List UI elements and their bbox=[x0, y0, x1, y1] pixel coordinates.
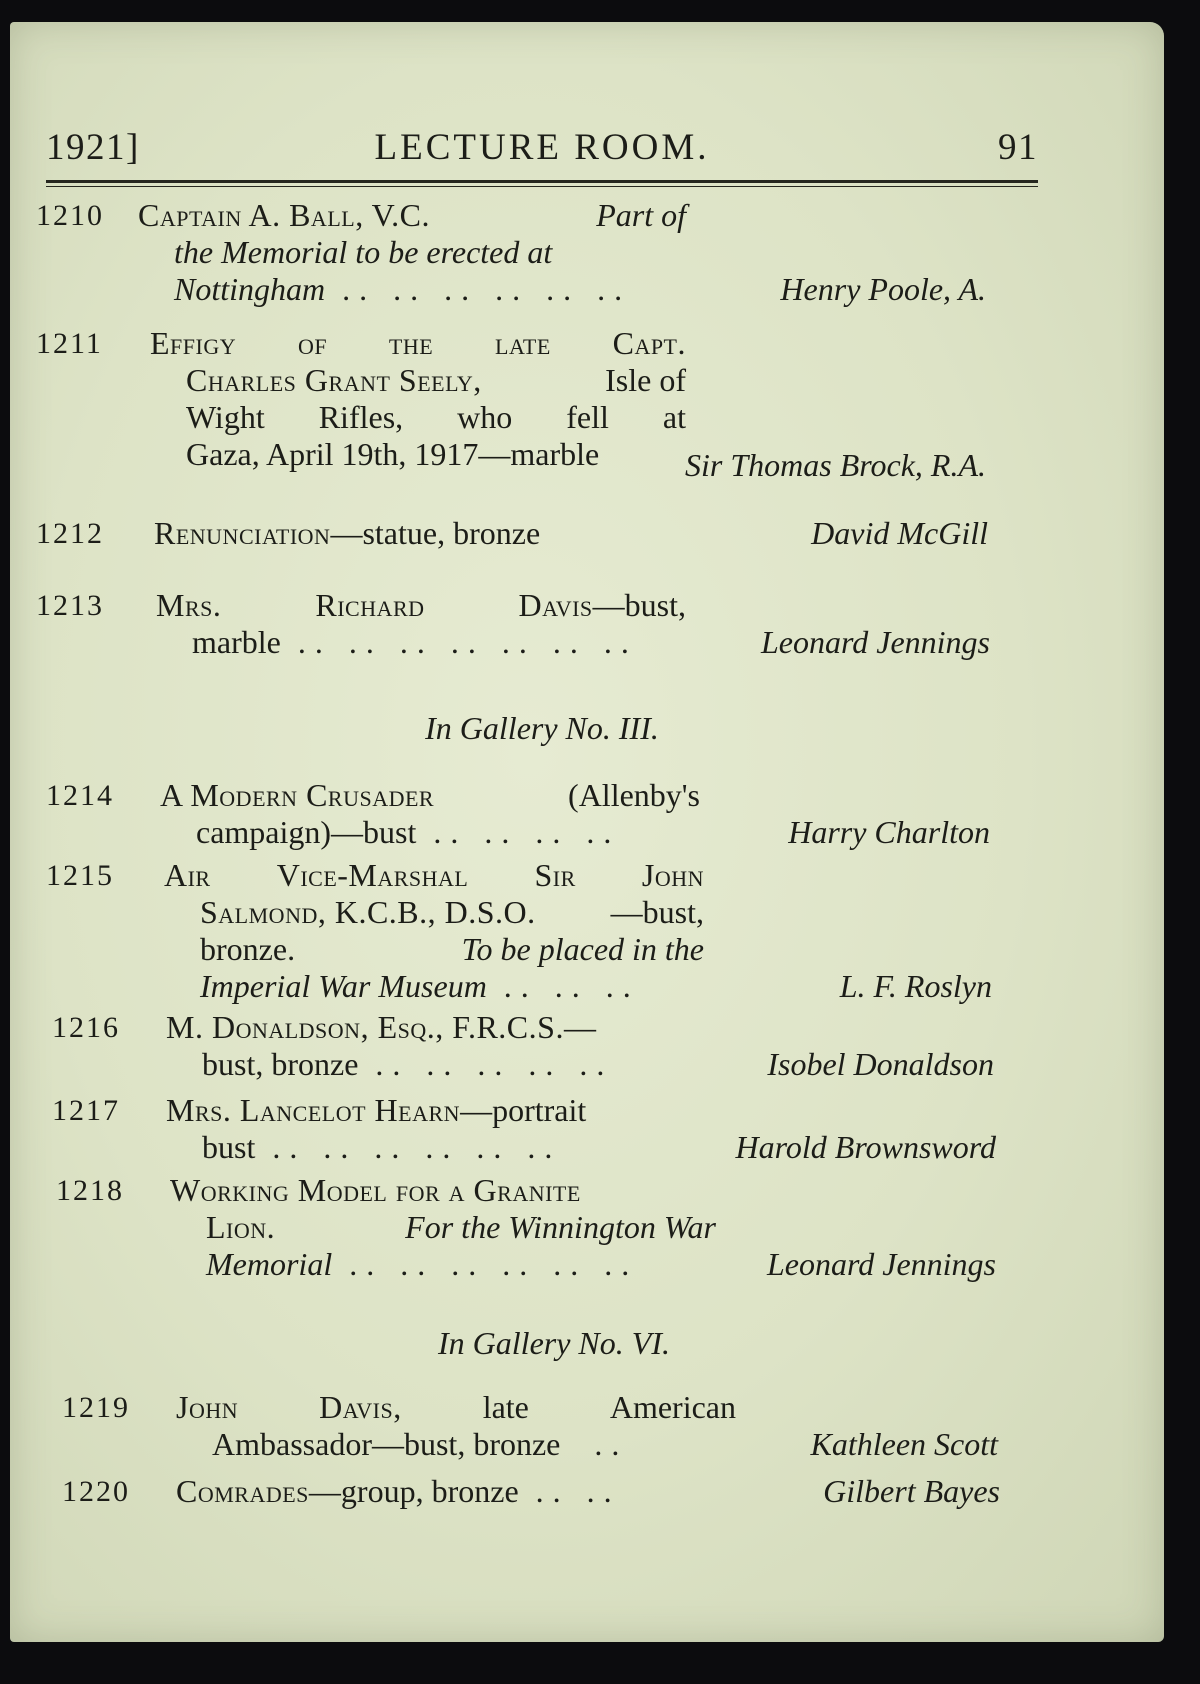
entry-number: 1215 bbox=[46, 859, 114, 892]
entry-title: Mrs. Lancelot Hearn bbox=[166, 1092, 461, 1128]
entry-description: Nottingham bbox=[174, 271, 326, 307]
page bbox=[10, 22, 1164, 1642]
entry-title-text: M. Donaldson, Esq., F.R.C.S.— bbox=[166, 1009, 597, 1045]
entry-title-word: Effigy bbox=[150, 325, 237, 361]
entry-title: Comrades bbox=[176, 1473, 309, 1509]
artist-name: Leonard Jennings bbox=[766, 1246, 996, 1282]
entry-description: Ambassador—bust, bronze bbox=[212, 1426, 561, 1462]
entry-description: —portrait bbox=[460, 1092, 587, 1128]
leader-dots: .. .. .. .. .. .. bbox=[332, 1246, 639, 1282]
leader-dots: .. .. bbox=[518, 1473, 621, 1509]
entry-description: —bust, bbox=[592, 587, 686, 623]
entry-title-word: Davis bbox=[518, 587, 593, 623]
entry-title-word: Davis, bbox=[319, 1389, 402, 1425]
entry-number: 1217 bbox=[52, 1094, 120, 1127]
entry-title bbox=[170, 1172, 716, 1209]
artist-name: Harry Charlton bbox=[788, 814, 990, 850]
entry-description-word: who bbox=[457, 399, 513, 435]
entry-description: To be placed in the bbox=[461, 931, 704, 967]
artist-name: David McGill bbox=[811, 515, 988, 551]
entry-description: Imperial War Museum bbox=[200, 968, 487, 1004]
entry-title: A Modern Crusader bbox=[160, 777, 435, 813]
entry-description-word: at bbox=[662, 399, 686, 435]
artist-name: Harold Brownsword bbox=[735, 1129, 996, 1165]
entry-title-word: late bbox=[495, 325, 551, 361]
header-rule-thin bbox=[46, 186, 1038, 187]
header-rule bbox=[46, 180, 1038, 183]
entry-description: —group, bronze bbox=[308, 1473, 519, 1509]
artist-name: Henry Poole, A. bbox=[780, 271, 986, 307]
catalogue-entry-1218 bbox=[56, 1172, 996, 1292]
entry-number: 1219 bbox=[62, 1391, 130, 1424]
entry-title-word: Sir bbox=[534, 857, 576, 893]
entry-title-word: Richard bbox=[315, 587, 425, 623]
entry-description-word: Wight bbox=[186, 399, 265, 435]
entry-description: bronze. bbox=[200, 931, 296, 967]
leader-dots: .. .. .. .. .. .. .. bbox=[280, 624, 638, 660]
running-header bbox=[46, 126, 1038, 170]
catalogue-entry-1214 bbox=[46, 777, 990, 857]
entry-title-word: John bbox=[641, 857, 704, 893]
entry-number: 1216 bbox=[52, 1011, 120, 1044]
catalogue-entry-1217 bbox=[52, 1092, 996, 1172]
entry-description-word: fell bbox=[566, 399, 609, 435]
catalogue-entry-1216 bbox=[52, 1009, 994, 1089]
page-number: 91 bbox=[998, 127, 1038, 168]
entry-description: —statue, bronze bbox=[330, 515, 541, 551]
catalogue-entry-1220 bbox=[62, 1473, 1000, 1513]
entry-description: Memorial bbox=[206, 1246, 333, 1282]
entry-title-word: the bbox=[388, 325, 434, 361]
entry-title: Lion. bbox=[206, 1209, 276, 1245]
entry-description: —bust, bbox=[610, 894, 704, 930]
entry-description-word: Rifles, bbox=[318, 399, 404, 435]
entry-title-word: Capt. bbox=[612, 325, 686, 361]
catalogue-entry-1212 bbox=[36, 515, 988, 555]
entry-title-word: Vice-Marshal bbox=[276, 857, 469, 893]
entry-number: 1218 bbox=[56, 1174, 124, 1207]
artist-name: L. F. Roslyn bbox=[839, 968, 992, 1004]
artist-name: Isobel Donaldson bbox=[767, 1046, 994, 1082]
entry-description: the Memorial to be erected at bbox=[174, 234, 553, 270]
entry-title bbox=[166, 1009, 716, 1046]
catalogue-entry-1219 bbox=[62, 1389, 998, 1469]
entry-title-word: of bbox=[297, 325, 328, 361]
entry-number: 1210 bbox=[36, 199, 104, 232]
catalogue-entry-1210 bbox=[36, 197, 986, 312]
entry-description: campaign)—bust bbox=[196, 814, 417, 850]
artist-name: Sir Thomas Brock, R.A. bbox=[684, 447, 986, 483]
entry-title-text: Working Model for a Granite bbox=[170, 1172, 581, 1208]
entry-title: Salmond, K.C.B., D.S.O. bbox=[200, 894, 536, 930]
entry-number: 1212 bbox=[36, 517, 104, 550]
gallery-heading: In Gallery No. VI. bbox=[438, 1325, 670, 1361]
entry-description: Gaza, April 19th, 1917—marble bbox=[186, 436, 600, 472]
catalogue-entry-1211 bbox=[36, 325, 986, 490]
entry-description: Isle of bbox=[605, 362, 686, 398]
entry-title-word: Air bbox=[164, 857, 211, 893]
leader-dots: .. .. .. bbox=[486, 968, 640, 1004]
entry-description: bust, bronze bbox=[202, 1046, 359, 1082]
entry-number: 1220 bbox=[62, 1475, 130, 1508]
entry-title: Captain A. Ball, V.C. bbox=[138, 197, 430, 233]
entry-title: Renunciation bbox=[154, 515, 331, 551]
gallery-heading: In Gallery No. III. bbox=[425, 710, 659, 746]
entry-title-word: Mrs. bbox=[156, 587, 222, 623]
header-year: 1921] bbox=[46, 127, 140, 168]
entry-description-word: late bbox=[482, 1389, 529, 1425]
leader-dots: .. .. .. .. bbox=[416, 814, 621, 850]
catalogue-entry-1215 bbox=[46, 857, 992, 1017]
entry-number: 1211 bbox=[36, 327, 103, 360]
leader-dots: .. .. .. .. .. .. bbox=[255, 1129, 562, 1165]
entry-description: Part of bbox=[596, 197, 686, 233]
entry-title-word: John bbox=[176, 1389, 239, 1425]
artist-name: Leonard Jennings bbox=[760, 624, 990, 660]
page-title: LECTURE ROOM. bbox=[374, 127, 710, 168]
entry-number: 1213 bbox=[36, 589, 104, 622]
entry-description: marble bbox=[192, 624, 281, 660]
entry-title: Charles Grant Seely, bbox=[186, 362, 482, 398]
leader-dots: .. .. .. .. .. .. bbox=[325, 271, 632, 307]
artist-name: Gilbert Bayes bbox=[823, 1473, 1000, 1509]
entry-description: (Allenby's bbox=[568, 777, 700, 813]
entry-number: 1214 bbox=[46, 779, 114, 812]
entry-description-word: American bbox=[609, 1389, 736, 1425]
leader-dots: .. bbox=[560, 1426, 629, 1462]
catalogue-entry-1213 bbox=[36, 587, 990, 667]
leader-dots: .. .. .. .. .. bbox=[358, 1046, 614, 1082]
artist-name: Kathleen Scott bbox=[810, 1426, 998, 1462]
entry-description: bust bbox=[202, 1129, 256, 1165]
entry-description: For the Winnington War bbox=[405, 1209, 716, 1245]
